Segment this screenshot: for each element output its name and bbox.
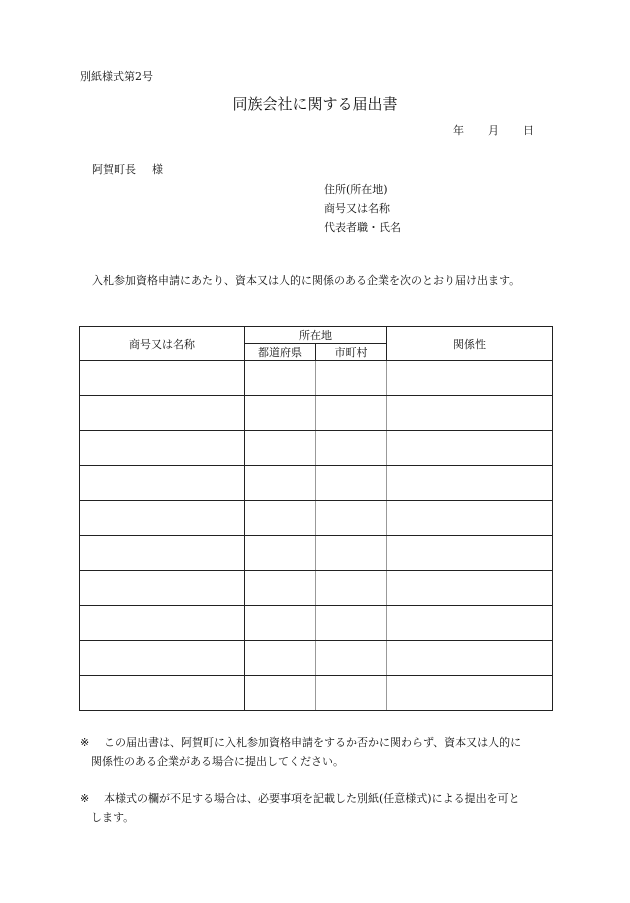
cell-relationship[interactable] xyxy=(387,641,553,676)
cell-company-name[interactable] xyxy=(80,361,245,396)
table-row xyxy=(80,466,553,501)
table-row xyxy=(80,606,553,641)
addressee-honorific: 様 xyxy=(152,163,163,176)
applicant-address-label: 住所(所在地) xyxy=(324,183,388,196)
cell-company-name[interactable] xyxy=(80,536,245,571)
table-row xyxy=(80,676,553,711)
cell-city[interactable] xyxy=(316,536,387,571)
note-1-line-2: 関係性のある企業がある場合に提出してください。 xyxy=(91,755,344,768)
applicant-representative-label: 代表者職・氏名 xyxy=(324,221,401,234)
cell-relationship[interactable] xyxy=(387,536,553,571)
cell-city[interactable] xyxy=(316,431,387,466)
cell-city[interactable] xyxy=(316,676,387,711)
cell-company-name[interactable] xyxy=(80,676,245,711)
cell-relationship[interactable] xyxy=(387,431,553,466)
cell-prefecture[interactable] xyxy=(245,431,316,466)
header-prefecture: 都道府県 xyxy=(245,344,316,361)
form-number: 別紙様式第2号 xyxy=(80,70,153,83)
cell-city[interactable] xyxy=(316,571,387,606)
header-location: 所在地 xyxy=(245,327,387,344)
cell-company-name[interactable] xyxy=(80,501,245,536)
cell-city[interactable] xyxy=(316,641,387,676)
cell-company-name[interactable] xyxy=(80,396,245,431)
cell-relationship[interactable] xyxy=(387,361,553,396)
note-2-line-2: します。 xyxy=(91,811,135,824)
related-companies-table xyxy=(79,326,553,711)
table-row xyxy=(80,396,553,431)
cell-prefecture[interactable] xyxy=(245,676,316,711)
date-year-label: 年 xyxy=(453,124,464,137)
cell-relationship[interactable] xyxy=(387,466,553,501)
date-month-label: 月 xyxy=(488,124,499,137)
date-day-label: 日 xyxy=(523,124,534,137)
table-row xyxy=(80,431,553,466)
cell-company-name[interactable] xyxy=(80,466,245,501)
addressee-name: 阿賀町長 xyxy=(92,163,136,176)
table-row xyxy=(80,501,553,536)
header-city: 市町村 xyxy=(316,344,387,361)
cell-prefecture[interactable] xyxy=(245,501,316,536)
cell-prefecture[interactable] xyxy=(245,536,316,571)
cell-city[interactable] xyxy=(316,606,387,641)
cell-relationship[interactable] xyxy=(387,501,553,536)
cell-city[interactable] xyxy=(316,501,387,536)
cell-city[interactable] xyxy=(316,361,387,396)
cell-relationship[interactable] xyxy=(387,396,553,431)
header-company-name: 商号又は名称 xyxy=(80,327,245,361)
cell-company-name[interactable] xyxy=(80,641,245,676)
table-row xyxy=(80,641,553,676)
cell-city[interactable] xyxy=(316,466,387,501)
cell-relationship[interactable] xyxy=(387,606,553,641)
page-title: 同族会社に関する届出書 xyxy=(232,95,398,113)
cell-relationship[interactable] xyxy=(387,571,553,606)
header-relationship: 関係性 xyxy=(387,327,553,361)
table-row xyxy=(80,571,553,606)
cell-prefecture[interactable] xyxy=(245,466,316,501)
note-1 xyxy=(80,733,555,771)
note-2 xyxy=(80,789,555,827)
note-2-line-1: 本様式の欄が不足する場合は、必要事項を記載した別紙(任意様式)による提出を可と xyxy=(104,792,520,805)
cell-prefecture[interactable] xyxy=(245,606,316,641)
note-1-mark: ※ xyxy=(80,736,90,749)
cell-prefecture[interactable] xyxy=(245,396,316,431)
applicant-name-label: 商号又は名称 xyxy=(324,202,390,215)
table-row xyxy=(80,361,553,396)
cell-prefecture[interactable] xyxy=(245,641,316,676)
cell-company-name[interactable] xyxy=(80,606,245,641)
cell-company-name[interactable] xyxy=(80,571,245,606)
cell-prefecture[interactable] xyxy=(245,361,316,396)
intro-text: 入札参加資格申請にあたり、資本又は人的に関係のある企業を次のとおり届け出ます。 xyxy=(92,274,521,287)
cell-relationship[interactable] xyxy=(387,676,553,711)
note-1-line-1: この届出書は、阿賀町に入札参加資格申請をするか否かに関わらず、資本又は人的に xyxy=(104,736,522,749)
note-2-mark: ※ xyxy=(80,792,90,805)
addressee xyxy=(92,161,163,177)
cell-prefecture[interactable] xyxy=(245,571,316,606)
table-row xyxy=(80,536,553,571)
cell-city[interactable] xyxy=(316,396,387,431)
cell-company-name[interactable] xyxy=(80,431,245,466)
